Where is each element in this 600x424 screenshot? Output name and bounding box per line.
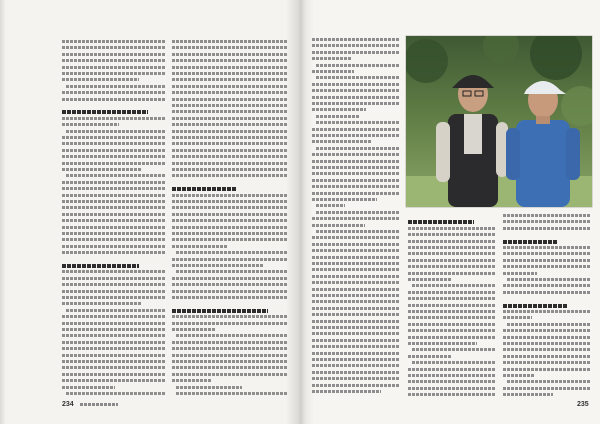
body-text-line [312, 70, 354, 73]
body-text-line [312, 57, 351, 60]
body-text-line [172, 130, 288, 133]
body-text-line [172, 149, 288, 152]
body-text-line [408, 304, 496, 307]
body-text-line [408, 329, 496, 332]
body-text-line [172, 354, 288, 357]
body-text-line [408, 336, 496, 339]
subheading-line [503, 240, 557, 244]
body-text-line [316, 204, 345, 207]
body-text-line [62, 328, 166, 331]
body-text-line [312, 179, 400, 182]
body-text-line [316, 230, 400, 233]
body-text-line [408, 393, 496, 396]
body-text-line [312, 262, 400, 265]
body-text-line [408, 233, 496, 236]
left-page-number: 234 [62, 401, 74, 408]
body-text-line [503, 265, 591, 268]
body-text-line [312, 249, 400, 252]
body-text-line [503, 214, 591, 217]
body-text-line [66, 309, 166, 312]
body-text-line [176, 386, 242, 389]
body-text-line [312, 288, 400, 291]
body-text-line [312, 160, 400, 163]
body-text-line [316, 147, 400, 150]
body-text-line [62, 354, 166, 357]
body-text-line [312, 192, 400, 195]
body-text-line [172, 264, 264, 267]
body-text-line [408, 278, 451, 281]
body-text-line [172, 117, 288, 120]
body-text-line [172, 206, 288, 209]
body-text-line [312, 128, 400, 131]
body-text-line [62, 277, 166, 280]
body-text-line [312, 153, 400, 156]
body-text-line [172, 373, 288, 376]
body-text-line [312, 166, 400, 169]
body-text-line [312, 140, 372, 143]
body-text-line [503, 393, 553, 396]
body-text-line [503, 316, 532, 319]
body-text-line [172, 258, 288, 261]
body-text-line [62, 296, 166, 299]
body-text-line [172, 290, 288, 293]
body-text-line [507, 323, 591, 326]
body-text-line [312, 281, 400, 284]
body-text-line [172, 296, 288, 299]
photo-image [406, 36, 592, 207]
body-text-line [312, 332, 400, 335]
body-text-line [62, 123, 119, 126]
body-text-line [172, 379, 212, 382]
body-text-line [176, 251, 288, 254]
body-text-line [62, 66, 166, 69]
body-text-line [66, 392, 166, 395]
subheading-line [172, 187, 237, 191]
body-text-line [312, 371, 400, 374]
body-text-line [312, 275, 400, 278]
body-text-line [172, 200, 288, 203]
body-text-line [507, 278, 591, 281]
body-text-line [172, 347, 288, 350]
body-text-line [503, 310, 591, 313]
right-page-number: 235 [577, 401, 589, 408]
body-text-line [312, 236, 400, 239]
body-text-line [316, 121, 400, 124]
body-text-line [62, 379, 166, 382]
body-text-line [62, 366, 166, 369]
body-text-line [172, 245, 228, 248]
subheading-line [408, 220, 474, 224]
body-text-line [62, 72, 166, 75]
body-text-line [312, 352, 400, 355]
body-text-line [172, 194, 288, 197]
body-text-line [172, 232, 288, 235]
body-text-line [408, 265, 496, 268]
body-text-line [503, 342, 591, 345]
body-text-line [62, 251, 166, 254]
body-text-line [408, 355, 452, 358]
body-text-line [62, 136, 166, 139]
body-text-line [62, 59, 166, 62]
body-text-line [503, 259, 591, 262]
body-text-line [408, 252, 496, 255]
body-text-line [312, 384, 400, 387]
body-text-line [312, 224, 365, 227]
body-text-line [172, 123, 288, 126]
body-text-line [172, 277, 288, 280]
body-text-line [176, 334, 288, 337]
body-text-line [172, 315, 288, 318]
body-text-line [62, 290, 166, 293]
body-text-line [503, 374, 535, 377]
body-text-line [312, 326, 400, 329]
body-text-line [503, 227, 591, 230]
body-text-line [172, 91, 288, 94]
body-text-line [62, 322, 166, 325]
body-text-line [312, 44, 400, 47]
body-text-line [62, 142, 166, 145]
body-text-line [312, 102, 400, 105]
body-text-line [172, 155, 288, 158]
body-text-line [312, 243, 400, 246]
subheading-line [503, 304, 567, 308]
body-text-line [172, 59, 288, 62]
body-text-line [412, 348, 496, 351]
body-text-line [172, 53, 288, 56]
body-text-line [176, 270, 288, 273]
body-text-line [62, 98, 166, 101]
body-text-line [408, 297, 496, 300]
body-text-line [62, 168, 142, 171]
body-text-line [312, 256, 400, 259]
body-text-line [312, 198, 377, 201]
body-text-line [62, 360, 166, 363]
body-text-line [172, 322, 288, 325]
body-text-line [62, 200, 166, 203]
body-text-line [172, 40, 288, 43]
body-text-line [172, 328, 216, 331]
body-text-line [172, 168, 288, 171]
body-text-line [62, 232, 166, 235]
body-text-line [312, 172, 400, 175]
body-text-line [66, 130, 166, 133]
body-text-line [312, 377, 400, 380]
body-text-line [503, 336, 591, 339]
body-text-line [312, 185, 400, 188]
body-text-line [62, 40, 166, 43]
body-text-line [316, 211, 400, 214]
body-text-line [312, 313, 400, 316]
body-text-line [62, 302, 141, 305]
body-text-line [172, 174, 288, 177]
body-text-line [503, 361, 591, 364]
body-text-line [503, 387, 591, 390]
body-text-line [312, 134, 400, 137]
body-text-line [408, 316, 496, 319]
body-text-line [503, 291, 591, 294]
body-text-line [62, 373, 166, 376]
body-text-line [312, 339, 400, 342]
body-text-line [312, 294, 400, 297]
body-text-line [172, 85, 288, 88]
body-text-line [62, 341, 166, 344]
body-text-line [66, 85, 166, 88]
body-text-line [312, 345, 400, 348]
body-text-line [62, 181, 166, 184]
body-text-line [62, 149, 166, 152]
body-text-line [503, 348, 591, 351]
body-text-line [503, 368, 591, 371]
body-text-line [62, 91, 166, 94]
body-text-line [408, 374, 496, 377]
body-text-line [316, 64, 400, 67]
body-text-line [66, 174, 166, 177]
body-text-line [312, 268, 400, 271]
page-edge-shadow [0, 0, 6, 424]
body-text-line [172, 283, 288, 286]
body-text-line [62, 283, 166, 286]
body-text-line [62, 238, 166, 241]
body-text-line [172, 238, 288, 241]
body-text-line [172, 104, 288, 107]
body-text-line [62, 226, 166, 229]
body-text-line [312, 89, 400, 92]
subheading-line [172, 309, 268, 313]
body-text-line [503, 329, 591, 332]
body-text-line [172, 110, 288, 113]
body-text-line [316, 76, 400, 79]
body-text-line [62, 386, 115, 389]
body-text-line [62, 245, 166, 248]
body-text-line [62, 347, 166, 350]
body-text-line [408, 246, 496, 249]
body-text-line [312, 320, 400, 323]
body-text-line [172, 72, 288, 75]
body-text-line [62, 187, 166, 190]
body-text-line [312, 38, 400, 41]
body-text-line [408, 227, 496, 230]
body-text-line [312, 51, 400, 54]
body-text-line [503, 355, 591, 358]
body-text-line [172, 226, 288, 229]
subheading-line [62, 264, 139, 268]
body-text-line [62, 206, 166, 209]
body-text-line [172, 219, 288, 222]
body-text-line [172, 162, 288, 165]
body-text-line [312, 108, 366, 111]
body-text-line [312, 300, 400, 303]
body-text-line [62, 270, 166, 273]
body-text-line [408, 272, 496, 275]
body-text-line [503, 220, 591, 223]
body-text-line [62, 46, 166, 49]
body-text-line [503, 246, 591, 249]
body-text-line [172, 136, 288, 139]
body-text-line [408, 342, 477, 345]
body-text-line [62, 315, 166, 318]
body-text-line [62, 117, 166, 120]
body-text-line [62, 194, 166, 197]
body-text-line [172, 366, 288, 369]
body-text-line [312, 358, 400, 361]
body-text-line [172, 98, 288, 101]
body-text-line [176, 392, 288, 395]
body-text-line [312, 96, 400, 99]
body-text-line [408, 380, 496, 383]
body-text-line [172, 46, 288, 49]
body-text-line [312, 307, 400, 310]
body-text-line [316, 115, 360, 118]
body-text-line [312, 390, 381, 393]
body-text-line [312, 364, 400, 367]
body-text-line [412, 284, 496, 287]
body-text-line [172, 341, 288, 344]
body-text-line [408, 387, 496, 390]
body-text-line [62, 219, 166, 222]
body-text-line [412, 361, 496, 364]
body-text-line [172, 142, 288, 145]
body-text-line [408, 368, 496, 371]
photo-two-men-outdoors [406, 36, 592, 207]
body-text-line [62, 155, 166, 158]
body-text-line [503, 252, 591, 255]
body-text-line [503, 284, 591, 287]
body-text-line [312, 217, 400, 220]
body-text-line [507, 380, 591, 383]
body-text-line [312, 83, 400, 86]
body-text-line [408, 291, 496, 294]
subheading-line [62, 110, 148, 114]
body-text-line [172, 66, 288, 69]
body-text-line [62, 162, 166, 165]
body-text-line [62, 78, 139, 81]
body-text-line [62, 53, 166, 56]
body-text-line [408, 310, 496, 313]
left-page-footer-text [80, 403, 118, 406]
body-text-line [62, 334, 166, 337]
body-text-line [172, 78, 288, 81]
body-text-line [408, 240, 496, 243]
body-text-line [62, 213, 166, 216]
body-text-line [172, 360, 288, 363]
body-text-line [172, 213, 288, 216]
body-text-line [408, 259, 496, 262]
body-text-line [503, 272, 537, 275]
body-text-line [408, 323, 496, 326]
spine-shadow [286, 0, 314, 424]
